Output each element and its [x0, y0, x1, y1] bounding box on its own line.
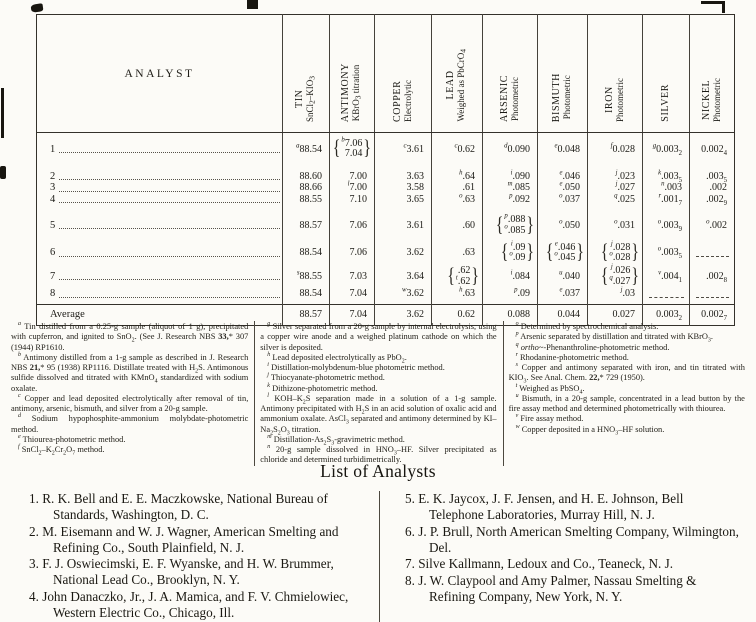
- table-cell: [283, 205, 330, 236]
- value: $^n$.003: [661, 180, 682, 194]
- column-header-nickel: NICKEL Photometric: [690, 15, 735, 133]
- table-cell: [432, 236, 483, 264]
- column-header-iron: IRON Photometric: [588, 15, 643, 133]
- footnote-d: $^d$ Sodium hypophosphite-ammonium molybdate-photometric method.: [11, 413, 249, 434]
- value: 7.04: [349, 288, 367, 300]
- value: $^v.004_1$: [658, 269, 682, 284]
- footnote-column: [6, 321, 254, 466]
- table-row: [37, 194, 735, 206]
- table-cell: [690, 162, 735, 183]
- table-cell: [375, 182, 432, 194]
- no-value-dash: [696, 249, 729, 257]
- value: $^o$.002: [706, 218, 727, 231]
- table-cell: [483, 263, 538, 287]
- analyst-number: 2.: [29, 523, 39, 539]
- table-footnotes: [6, 321, 751, 466]
- column-header-lead: LEAD Weighed as PbCrO$_4$: [432, 15, 483, 133]
- value: $^i$.084: [510, 269, 530, 282]
- value: .60: [462, 219, 475, 231]
- table-cell: [538, 263, 588, 287]
- table-cell: [588, 263, 643, 287]
- braced-value-pair: { $^j$.026 $^q$.027 }: [600, 264, 639, 288]
- table-cell: [690, 236, 735, 264]
- table-cell: [375, 205, 432, 236]
- right-brace: }: [526, 241, 534, 264]
- left-brace: {: [545, 241, 554, 264]
- column-header-bismuth: BISMUTH Photometric: [538, 15, 588, 133]
- left-brace: {: [600, 241, 609, 264]
- value: $^o$.031: [614, 218, 635, 231]
- value: 7.00: [349, 170, 367, 182]
- value: 3.65: [406, 193, 424, 205]
- analyst-entry: 6. J. P. Brull, North American Smelting Company, Wilmington, Del.: [405, 523, 739, 555]
- analyst-entry: 1. R. K. Bell and E. E. Maczkowske, National Bureau of Standards, Washington, D. C.: [29, 491, 328, 522]
- table-cell: [588, 194, 643, 206]
- value: $^p$.092: [509, 192, 530, 205]
- table-cell: [283, 263, 330, 287]
- analyst-entry: 5. E. K. Jaycox, J. F. Jensen, and H. E. Johnson, Bell Telephone Laboratories, Murray Hill, N. J.: [405, 491, 684, 522]
- footnote-l: $^l$ KOH–$K_2S$ separation made in a solution of a 1-g sample. Antimony precipitated with $H_2S$ in an acid solution of oxalic acid and ammonium oxalate. AsCl$_3$ separated and antimony determined by $KI-Na_2S_2O_3$ titration.: [260, 392, 497, 437]
- footnote-m: $^m$ Distillation-$As_2S_3$-gravimetric method.: [267, 433, 405, 447]
- scan-artifact: [0, 166, 6, 179]
- value: 88.60: [299, 170, 322, 182]
- table-cell: [643, 133, 690, 162]
- analyst-entry: 2. M. Eisemann and W. J. Wagner, American Smelting and Refining Co., South Plainfield, N. J.: [29, 523, 339, 555]
- table-cell: [588, 236, 643, 264]
- dotted-leader: [59, 151, 280, 153]
- footnote-a: $^a$ Tin distilled from a 0.25-g sample (aliquot of 1 g), precipitated with cupferron, and ignited to SnO$_2$. (See J. Research NBS 33,* 307 (1944) RP1610.: [11, 321, 249, 352]
- value: $^o.003_9$: [657, 218, 682, 233]
- value: 3.62: [406, 308, 424, 320]
- value: $0.003_2$: [656, 308, 682, 322]
- analyst-number-cell: 1: [37, 133, 283, 162]
- table-cell: [690, 133, 735, 162]
- table-cell: [330, 133, 375, 162]
- value: $^a$88.54: [296, 142, 322, 155]
- value: 0.027: [612, 308, 635, 320]
- braced-value-pair: { $^p$.088 $^o$.085 }: [495, 212, 534, 236]
- scan-artifact: [722, 1, 725, 13]
- footnote-b: $^b$ Antimony distilled from a 1-g sample as described in J. Research NBS 21,* 95 (1938) RP1116. Distillate treated with $H_2S$. Antimonous sulfide dissolved and titrated with KMnO$_4$ standardized with sodium oxalate.: [11, 351, 249, 393]
- table-cell: [643, 182, 690, 194]
- analyst-number-cell: 7: [37, 263, 283, 287]
- value: $^s$88.55: [296, 269, 322, 282]
- braced-value-pair: { .62 $^t$.62 }: [447, 265, 479, 288]
- value: $^o$.037: [559, 192, 580, 205]
- value: $^p$.09: [514, 286, 530, 300]
- value: $^c$0.62: [454, 142, 475, 155]
- table-cell: [538, 133, 588, 162]
- value: 88.57: [299, 308, 322, 320]
- right-brace: }: [471, 265, 479, 288]
- value: $.002_9$: [706, 193, 727, 207]
- value: $^j$.03: [620, 286, 635, 300]
- footnote-p: $^p$ Arsenic separated by distillation and titrated with KBrO$_3$.: [515, 331, 714, 344]
- table-cell: [432, 194, 483, 206]
- footnote-e: $^e$ Thiourea-photometric method.: [18, 433, 126, 444]
- analyst-number: 1.: [29, 491, 39, 506]
- table-cell: [330, 236, 375, 264]
- footnote-r: $^r$ Rhodanine-photometric method.: [515, 351, 629, 362]
- table-cell: [375, 162, 432, 183]
- table-cell: [283, 236, 330, 264]
- analyst-list-title: List of Analysts: [320, 461, 436, 481]
- no-value-dash: [649, 290, 684, 298]
- table-row: [37, 236, 735, 264]
- value: $^h$.64: [459, 169, 475, 182]
- value: 88.54: [299, 288, 322, 300]
- table-cell: [643, 162, 690, 183]
- analyst-number-cell: 5: [37, 205, 283, 236]
- left-brace: {: [332, 137, 341, 160]
- right-brace: }: [526, 213, 534, 236]
- left-brace: {: [600, 265, 609, 288]
- table-row: [37, 182, 735, 194]
- value: 0.62: [457, 308, 475, 320]
- table-cell: [538, 205, 588, 236]
- footnote-q: $^q$ ortho~-Phenanthroline-photometric method.: [515, 341, 670, 352]
- table-row: [37, 133, 735, 162]
- table-cell: [588, 205, 643, 236]
- analyst-entry: 3. F. J. Oswiecimski, E. F. Wyanske, and H. W. Brummer, National Lead Co., Brooklyn, N. Y.: [29, 556, 334, 588]
- value: $^q$.025: [614, 192, 635, 205]
- value: 0.088: [507, 308, 530, 320]
- value: 3.64: [406, 270, 424, 282]
- table-cell: [483, 236, 538, 264]
- analyst-entry: 8. J. W. Claypool and Amy Palmer, Nassau Smelting & Refining Company, New York, N. Y.: [405, 573, 697, 605]
- value: 3.62: [406, 247, 424, 259]
- analyst-list-left-column: [10, 491, 379, 622]
- value: 7.10: [349, 193, 367, 205]
- right-brace: }: [363, 137, 371, 160]
- value: $^e$.050: [559, 180, 580, 194]
- analyst-number-cell: 2: [37, 162, 283, 183]
- left-brace: {: [500, 241, 509, 264]
- analyst-entry: 4. John Danaczko, Jr., J. A. Mamica, and F. V. Chmielowiec, Western Electric Co., Chicago, Ill.: [29, 589, 349, 620]
- footnote-c: $^c$ Copper and lead deposited electrolytically after removal of tin, antimony, arsenic, bismuth, and silver from a 20-g sample.: [11, 392, 249, 413]
- value: $^w$3.62: [401, 286, 424, 300]
- table-cell: [432, 205, 483, 236]
- value: $^l$7.00: [347, 180, 367, 194]
- value: $0.002_7$: [701, 308, 727, 322]
- braced-value-pair: { $^j$.028 $^o$.028 }: [600, 240, 639, 264]
- value: $^d$0.090: [504, 142, 530, 155]
- braced-value-pair: { $^e$.046 $^o$.045 }: [545, 240, 584, 264]
- table-row: [37, 263, 735, 287]
- value: 3.63: [406, 170, 424, 182]
- footnote-f: $^f$ $SnCl_2-K_2Cr_2O_7$ method.: [18, 444, 105, 457]
- value: $^h$.63: [459, 286, 475, 300]
- right-brace: }: [631, 265, 639, 288]
- table-cell: [690, 182, 735, 194]
- footnote-column: [254, 321, 502, 466]
- footnote-s: $^s$ Copper and antimony separated with iron, and tin titrated with $KIO_3$. See Anal. Chem. 22,* 729 (1950).: [508, 362, 745, 385]
- table-cell: [330, 287, 375, 304]
- value: 3.61: [406, 219, 424, 231]
- value: $^o$.63: [459, 192, 475, 205]
- footnote-v: $^v$ Fire assay method.: [515, 413, 584, 424]
- footnote-h: $^h$ Lead deposited electrolytically as PbO$_2$.: [267, 351, 407, 365]
- table-cell: [283, 133, 330, 162]
- table-cell: [375, 194, 432, 206]
- table-cell: [538, 194, 588, 206]
- dotted-leader: [59, 227, 280, 229]
- scan-artifact: [1, 88, 4, 138]
- table-cell: [283, 194, 330, 206]
- braced-value-pair: { $^b$7.06 7.04 }: [332, 136, 371, 160]
- value: 88.55: [299, 193, 322, 205]
- table-row: [37, 162, 735, 183]
- analyst-number-cell: 4: [37, 194, 283, 206]
- table-cell: [375, 133, 432, 162]
- table-cell: [538, 287, 588, 304]
- header-row: [37, 15, 735, 133]
- average-label-cell: Average: [37, 304, 283, 326]
- value: $^r.001_7$: [658, 192, 682, 207]
- column-header-silver: SILVER: [643, 15, 690, 133]
- table-cell: [432, 162, 483, 183]
- footnote-w: $^w$ Copper deposited in a $HNO_3-HF$ solution.: [515, 423, 665, 437]
- value: $^e$0.048: [554, 142, 580, 155]
- table-cell: [330, 263, 375, 287]
- analyst-number-cell: 6: [37, 236, 283, 264]
- table-cell: [690, 205, 735, 236]
- value: $^u$.040: [559, 269, 580, 282]
- table-cell: [483, 162, 538, 183]
- value: $^i$.090: [510, 169, 530, 182]
- value: .002: [709, 182, 727, 194]
- dotted-leader: [59, 278, 280, 280]
- column-header-arsenic: ARSENIC Photometric: [483, 15, 538, 133]
- analyst-number-cell: 8: [37, 287, 283, 304]
- table-cell: [432, 287, 483, 304]
- analyst-number-cell: 3: [37, 182, 283, 194]
- footnote-n: $^n$ 20-g sample dissolved in $HNO_3-HF$. Silver precipitated as chloride and determined turbidimetrically.: [260, 444, 497, 465]
- table-cell: [330, 182, 375, 194]
- table-cell: [283, 182, 330, 194]
- table-cell: [483, 194, 538, 206]
- right-brace: }: [576, 241, 584, 264]
- braced-value-pair: { $^i$.09 $^o$.09 }: [500, 240, 534, 264]
- analysis-results-table: [36, 14, 735, 326]
- table-cell: [375, 287, 432, 304]
- value: $^f$0.028: [610, 142, 635, 155]
- table-cell: [643, 236, 690, 264]
- table-cell: [643, 194, 690, 206]
- analyst-number: 8.: [405, 573, 415, 589]
- analyst-number: 5.: [405, 491, 415, 506]
- dotted-leader: [59, 255, 280, 257]
- table-cell: [375, 236, 432, 264]
- dotted-leader: [59, 201, 280, 203]
- right-brace: }: [631, 241, 639, 264]
- table-cell: [375, 263, 432, 287]
- analyst-number: 3.: [29, 556, 39, 572]
- value: .63: [462, 247, 475, 259]
- footnote-i: $^i$ Distillation-molybdenum-blue photometric method.: [267, 362, 445, 372]
- table-cell: [643, 263, 690, 287]
- value: $^j$.023: [615, 169, 635, 182]
- value: 0.044: [557, 308, 580, 320]
- analyst-column-header: ANALYST: [37, 15, 283, 133]
- footnote-k: $^k$ Dithizone-photometric method.: [267, 382, 378, 393]
- value: $^o$.050: [559, 218, 580, 231]
- footnote-o: $^o$ Determined by spectrochemical analysis.: [515, 321, 659, 331]
- column-header-copper: COPPER Electrolytic: [375, 15, 432, 133]
- value: 88.54: [299, 247, 322, 259]
- value: $0.002_4$: [701, 143, 727, 157]
- footnote-j: $^j$ Thiocyanate-photometric method.: [267, 372, 385, 383]
- table-cell: [330, 205, 375, 236]
- table-cell: [432, 133, 483, 162]
- table-cell: [690, 263, 735, 287]
- analyst-number: 6.: [405, 523, 415, 539]
- value: 7.04: [349, 308, 367, 320]
- footnote-u: $^u$ Bismuth, in a 20-g sample, concentrated in a lead button by the fire assay method and determined photometrically with thiourea.: [508, 392, 745, 413]
- scan-artifact: [31, 3, 44, 13]
- analyst-number: 4.: [29, 589, 39, 605]
- value: $^j$.027: [615, 180, 635, 194]
- dotted-leader: [59, 296, 280, 298]
- table-cell: [538, 236, 588, 264]
- value: .61: [462, 182, 475, 194]
- value: $^e$.037: [559, 286, 580, 300]
- value: 88.57: [299, 219, 322, 231]
- value: $^o.003_5$: [657, 246, 682, 261]
- value: 7.06: [349, 247, 367, 259]
- analyst-list-right-column: [379, 491, 748, 622]
- value: $^e$.046: [559, 169, 580, 182]
- analyst-entry: 7. Silve Kallmann, Ledoux and Co., Teaneck, N. J.: [405, 556, 674, 572]
- column-header-antimony: ANTIMONY KBrO$_3$ titration: [330, 15, 375, 133]
- footnote-t: $^t$ Weighed as PbSO$_4$.: [515, 382, 585, 396]
- value: $^m$.085: [507, 180, 530, 194]
- value: $.003_5$: [706, 170, 727, 184]
- value: $^k.003_5$: [658, 169, 682, 184]
- footnote-g: $^g$ Silver separated from a 20-g sample by internal electrolysis, using a copper wire anode and a weighed platinum cathode on which the silver is deposited.: [260, 321, 497, 352]
- table-cell: [432, 182, 483, 194]
- no-value-dash: [696, 290, 729, 298]
- table-cell: [690, 194, 735, 206]
- table-cell: [643, 205, 690, 236]
- column-header-tin: TIN $SnCl_2-KIO_3$: [283, 15, 330, 133]
- table-cell: [643, 287, 690, 304]
- table-cell: [538, 162, 588, 183]
- left-brace: {: [447, 265, 455, 288]
- table-cell: [483, 205, 538, 236]
- table-row: [37, 205, 735, 236]
- left-brace: {: [495, 213, 504, 236]
- analyst-list: [10, 491, 748, 622]
- table-row: [37, 287, 735, 304]
- table-cell: [588, 133, 643, 162]
- table-cell: [283, 287, 330, 304]
- dotted-leader: [59, 190, 280, 192]
- table-cell: [432, 263, 483, 287]
- table-cell: [588, 162, 643, 183]
- value: $^g0.003_2$: [652, 142, 682, 157]
- value: 3.58: [406, 182, 424, 194]
- table-cell: [588, 287, 643, 304]
- table-cell: [690, 287, 735, 304]
- table-cell: [330, 162, 375, 183]
- value: $^c$3.61: [403, 142, 424, 155]
- table-cell: [330, 194, 375, 206]
- value: 7.06: [349, 219, 367, 231]
- dotted-leader: [59, 178, 280, 180]
- footnote-column: [503, 321, 751, 466]
- analyst-number: 7.: [405, 556, 415, 572]
- table-cell: [283, 162, 330, 183]
- table-cell: [483, 287, 538, 304]
- value: 88.66: [299, 182, 322, 194]
- scan-artifact: [247, 0, 258, 9]
- value: $.002_8$: [706, 270, 727, 284]
- value: 7.03: [349, 270, 367, 282]
- table-cell: [483, 133, 538, 162]
